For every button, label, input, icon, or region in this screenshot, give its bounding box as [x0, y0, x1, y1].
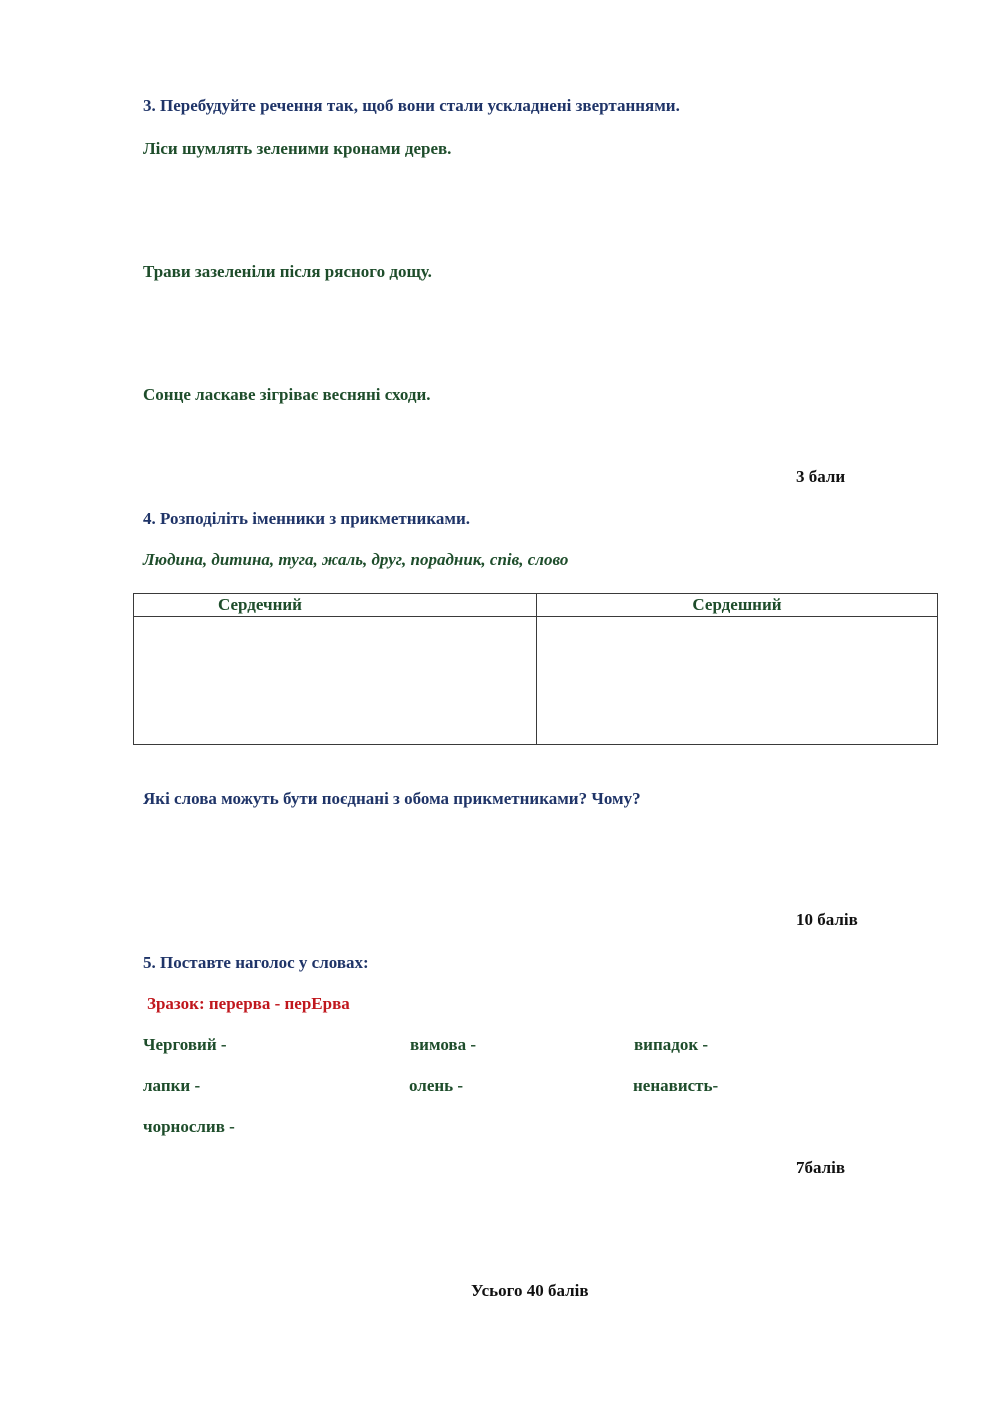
table-row	[134, 617, 938, 745]
column-header-serdeshnyi: Сердешний	[537, 594, 938, 617]
word-item: олень -	[409, 1076, 464, 1095]
adjective-table	[133, 593, 938, 745]
task5-title: 5. Поставте наголос у словах:	[143, 953, 369, 972]
word-item: Черговий -	[143, 1035, 227, 1054]
task3-score: 3 бали	[796, 467, 846, 486]
task5-score: 7балів	[796, 1158, 846, 1177]
task4-word-list: Людина, дитина, туга, жаль, друг, порадник, спів, слово	[143, 550, 569, 569]
table-header-row	[134, 594, 938, 617]
word-item: чорнослив -	[143, 1117, 235, 1136]
word-item: ненависть-	[633, 1076, 719, 1095]
answer-cell-serdeshnyi[interactable]	[537, 617, 938, 745]
task4-title: 4. Розподіліть іменники з прикметниками.	[143, 509, 470, 528]
word-item: випадок -	[634, 1035, 709, 1054]
answer-cell-serdechnyi[interactable]	[134, 617, 537, 745]
task3-title: 3. Перебудуйте речення так, щоб вони стали ускладнені звертаннями.	[143, 96, 680, 115]
task4-question: Які слова можуть бути поєднані з обома прикметниками? Чому?	[143, 789, 641, 808]
task3-sentence-2: Трави зазеленіли після рясного дощу.	[143, 262, 432, 281]
task4-score: 10 балів	[796, 910, 858, 929]
task3-sentence-3: Сонце ласкаве зігріває весняні сходи.	[143, 385, 431, 404]
task3-sentence-1: Ліси шумлять зеленими кронами дерев.	[143, 139, 452, 158]
task5-example: Зразок: перерва - перЕрва	[147, 994, 350, 1013]
column-header-serdechnyi: Сердечний	[134, 594, 537, 617]
word-item: вимова -	[410, 1035, 476, 1054]
word-item: лапки -	[143, 1076, 201, 1095]
total-score: Усього 40 балів	[471, 1281, 589, 1300]
